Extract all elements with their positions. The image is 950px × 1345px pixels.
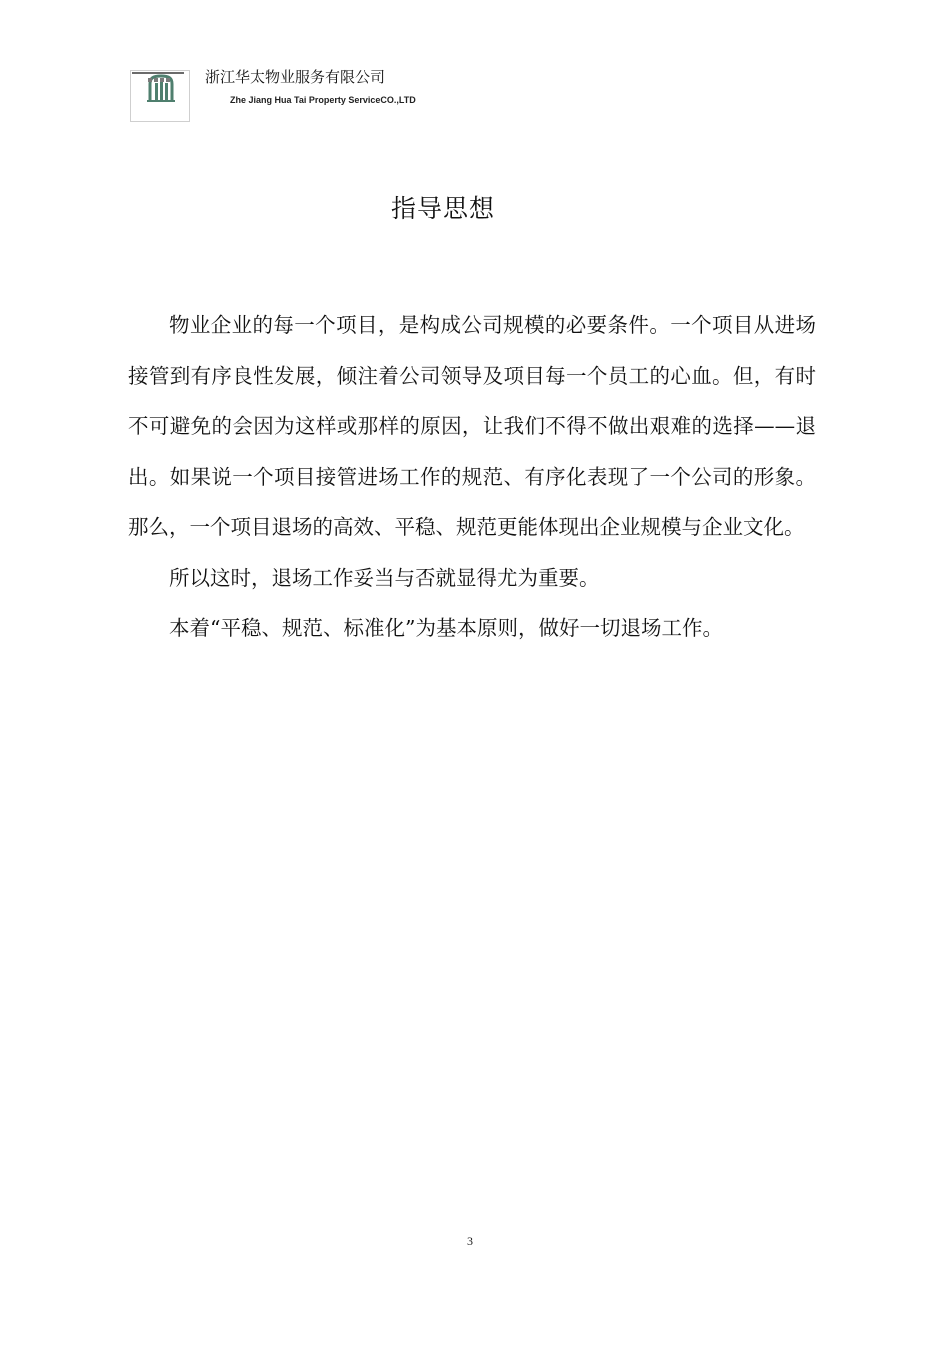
paragraph-1: 物业企业的每一个项目，是构成公司规模的必要条件。一个项目从进场接管到有序良性发展，倾注着公司领导及项目每一个员工的心血。但，有时不可避免的会因为这样或那样的原因，让我们不得不做出艰难的选择——退出。如果说一个项目接管进场工作的规范、有序化表现了一个公司的形象。那么，一个项目退场的高效、平稳、规范更能体现出企业规模与企业文化。 — [128, 313, 816, 539]
document-header — [130, 68, 650, 124]
company-logo-icon — [130, 70, 190, 122]
document-body — [128, 300, 816, 654]
logo-lettering-icon — [131, 71, 185, 85]
page-number: 3 — [467, 1234, 473, 1248]
document-title: 指导思想 — [390, 194, 495, 223]
paragraph-3: 本着“平稳、规范、标准化”为基本原则，做好一切退场工作。 — [169, 616, 723, 640]
paragraph-2: 所以这时，退场工作妥当与否就显得尤为重要。 — [169, 565, 600, 590]
company-name-en: Zhe Jiang Hua Tai Property ServiceCO.,LTD — [230, 95, 416, 105]
company-name-cn: 浙江华太物业服务有限公司 — [205, 68, 386, 86]
